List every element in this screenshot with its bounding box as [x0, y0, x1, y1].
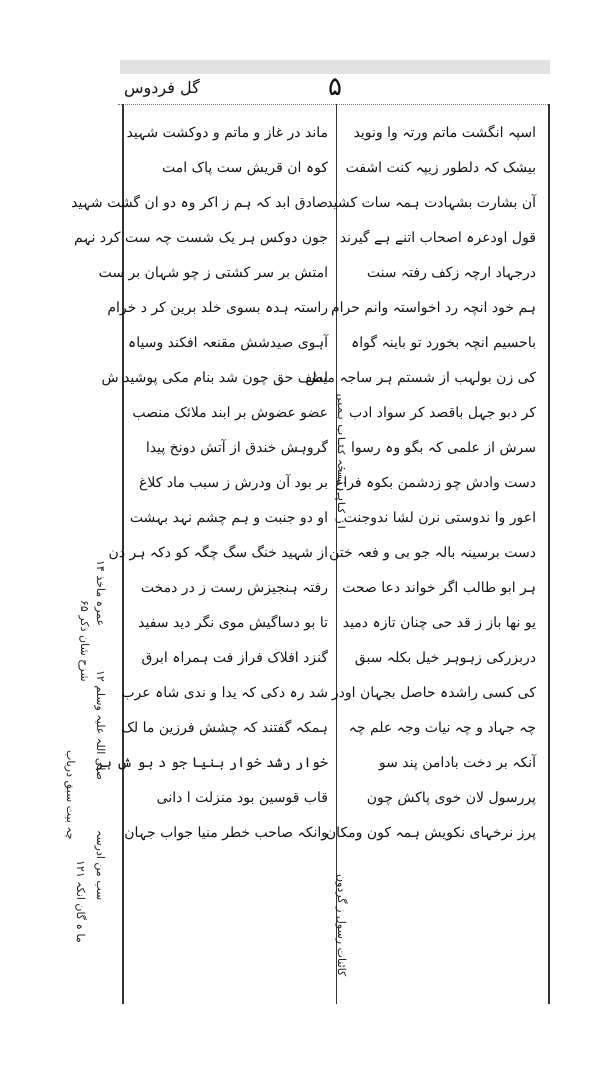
verse-line: جون دوکس ہر یک شست چہ ست کرد نہم — [74, 230, 328, 246]
margin-note: عمرہ ماخذ ۱۴ — [94, 560, 107, 627]
verse-line: چہ جہاد و چہ نیات وجہ علم چہ — [348, 720, 536, 736]
verse-line: ہر ابو طالب اگر خواند دعا صحت — [342, 580, 536, 596]
center-gloss-lower: کائنات رسول ز گردون — [335, 874, 348, 977]
verse-line: وانکہ صاحب خطر منیا جواب جہان — [124, 825, 328, 841]
verse-line: امتش بر سر کشتی ز چو شہان بر ست — [98, 265, 328, 281]
verse-line: دست وادش چو زدشمن بکوہ فراغ — [334, 475, 536, 491]
verse-line: پررسول لان خوی پاکش چون — [366, 790, 536, 806]
verse-line: پرز نرخہای نکویش ہمہ کون ومکان — [325, 825, 536, 841]
margin-note: چہ بیت سبق درباب — [64, 750, 77, 840]
margin-note: سب من ادرسہ — [94, 830, 107, 901]
verse-line: لطف حق چون شد بنام مکی پوشید ش — [101, 370, 328, 386]
verse-line: قاب قوسین بود منزلت ا دانی — [156, 790, 328, 806]
verse-line: اعور وا ندوستی نرن لشا ندوجنت — [343, 510, 536, 526]
verse-line: باحسیم انچہ بخورد تو باینہ گواہ — [351, 335, 536, 351]
verse-line: از شہید خنگ سگ چگہ کو دکہ ہر دن — [108, 545, 328, 561]
verse-line: گنزد افلاک فراز فت ہمراہ ابرق — [141, 650, 328, 666]
verse-line: تا بو دساگیش موی نگر دید سفید — [138, 615, 328, 631]
margin-note: شرح شان ذکر ۶۵ — [78, 600, 91, 682]
verse-line: عضو عضوش بر ابند ملائک منصب — [132, 405, 328, 421]
verse-line: درجہاد ارچہ زکف رفتہ سنت — [366, 265, 536, 281]
margin-note: ما ہ گان انکہ ۱۲۱ — [74, 860, 87, 943]
verse-line: صادق ابد کہ ہم ز اکر وہ دو ان گشت شہید — [71, 195, 328, 211]
verse-line: شد رہ دکی کہ یدا و ندی شاہ عرب — [121, 685, 328, 701]
verse-line: دست برسینہ بالہ جو بی و فعہ ختن — [329, 545, 536, 561]
verse-line: گروہش خندق از آتش دونخ پیدا — [145, 440, 328, 456]
verse-line: کی زن بولہب از شستم ہر ساجہ میش — [305, 370, 536, 386]
verse-line: ہمکہ گفتند کہ چشش فرزین ما لک — [121, 720, 328, 736]
verse-line: آنکہ بر دخت بادامن پند سو — [378, 755, 536, 771]
running-title: گل فردوس — [124, 78, 200, 97]
verse-line: بیشک کہ دلطور زیپہ کنت اشفت — [345, 160, 536, 176]
page-number: ۵ — [328, 72, 342, 102]
left-margin-notes — [60, 560, 120, 943]
verse-line: رفتہ ہنجیزش رست ز در دمخت — [140, 580, 328, 596]
verse-line: راستہ ہدہ بسوی خلد برین کر د خرام — [107, 300, 328, 316]
verse-line: یو نھا باز ز قد حی چنان تازہ دمید — [342, 615, 536, 631]
verse-line: کر دبو جہل باقصد کر سواد ادب — [348, 405, 536, 421]
verse-line: ماند در غاز و ماتم و دوکشت شہید — [126, 125, 328, 141]
verse-line: آن بشارت بشہادت ہمہ سات کشید — [326, 195, 536, 211]
verse-line: کی کسی راشدہ حاصل بجہان اودر — [331, 685, 536, 701]
verse-line: کوہ ان قریش ست پاک امت — [162, 160, 328, 176]
verse-line: سرش از علمی کہ بگو وہ رسوا — [351, 440, 536, 456]
center-gloss-upper: از کاپی نسخہ کتاب ہمیں — [335, 394, 348, 531]
verse-line: ہم خود انچہ رد اخواستہ وانم حرام — [331, 300, 536, 316]
verse-line: قول اودعرہ اصحاب اتنے ہے گیرند — [339, 230, 536, 246]
verse-line: دربزرکی زہوہر خیل بکلہ سبق — [354, 650, 536, 666]
margin-note: صلی اللہ علیہ وسلم ۱۲ — [94, 670, 107, 780]
verse-line: آہوی صیدشش مقنعہ افکند وسیاہ — [128, 335, 328, 351]
verse-line: بر بود آن ودرش ز سبب ماد کلاغ — [139, 475, 328, 491]
verse-line: اسپہ انگشت ماتم ورتہ وا ونوید — [353, 125, 536, 141]
verse-line: او دو جنبت و ہم چشم نہد بہشت — [129, 510, 328, 526]
verse-line: خوار رشد خوار بنیا جو د بو ش ہر — [95, 755, 328, 771]
page-header — [118, 70, 548, 105]
